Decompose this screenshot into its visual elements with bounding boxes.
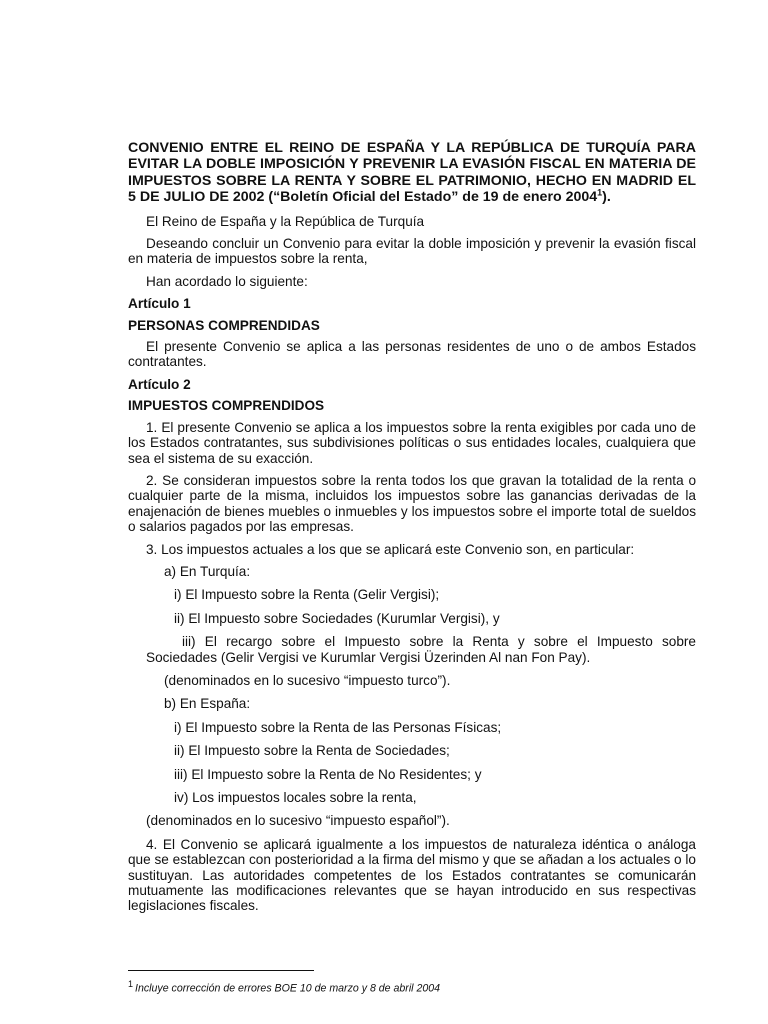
- list-label-spain: b) En España:: [164, 696, 251, 712]
- list-item: i) El Impuesto sobre la Renta de las Personas Físicas;: [174, 719, 502, 735]
- footnote-marker: 1: [128, 979, 134, 989]
- list-item: iv) Los impuestos locales sobre la renta,: [174, 790, 417, 805]
- footnote: [128, 979, 440, 995]
- turkish-tax-denomination: (denominados en lo sucesivo “impuesto turco”).: [164, 672, 451, 688]
- article-1-heading: Artículo 1: [128, 296, 191, 312]
- list-item: i) El Impuesto sobre la Renta (Gelir Vergisi);: [174, 587, 440, 603]
- article-2-paragraph-4: 4. El Convenio se aplicará igualmente a los impuestos de naturaleza idéntica o análoga que se establezcan con posterioridad a la firma del mismo y que se añadan a los actuales o lo sustituyan. Las autoridades competentes de los Estados contratantes se comunicarán mutuamente las modificaciones relevantes que se hayan introducido en sus respectivas legislaciones fiscales.: [128, 836, 696, 914]
- list-item: iii) El recargo sobre el Impuesto sobre la Renta y sobre el Impuesto sobre Sociedades (Gelir Vergisi ve Kurumlar Vergisi Üzerinden Al nan Fon Pay).: [146, 634, 696, 665]
- document-body: [128, 140, 696, 921]
- list-item: iii) El Impuesto sobre la Renta de No Residentes; y: [174, 766, 482, 782]
- footnote-divider: [128, 970, 314, 971]
- preamble-desire: Deseando concluir un Convenio para evitar la doble imposición y prevenir la evasión fiscal en materia de impuestos sobre la renta,: [128, 236, 696, 267]
- article-2-heading: Artículo 2: [128, 376, 191, 392]
- footnote-ref[interactable]: 1: [597, 187, 603, 198]
- article-2-paragraph-1: 1. El presente Convenio se aplica a los impuestos sobre la renta exigibles por cada uno de los Estados contratantes, sus subdivisiones políticas o sus entidades locales, cualquiera que sea el sistema de su exacción.: [128, 419, 696, 466]
- list-item: ii) El Impuesto sobre la Renta de Sociedades;: [174, 743, 450, 759]
- article-2-paragraph-3: 3. Los impuestos actuales a los que se aplicará este Convenio son, en particular:: [146, 541, 635, 557]
- list-label-turkey: a) En Turquía:: [164, 563, 251, 579]
- preamble-agreed: Han acordado lo siguiente:: [146, 273, 308, 289]
- footnote-text: Incluye corrección de errores BOE 10 de marzo y 8 de abril 2004: [135, 982, 441, 995]
- article-2-subheading: IMPUESTOS COMPRENDIDOS: [128, 398, 325, 414]
- list-item: ii) El Impuesto sobre Sociedades (Kurumlar Vergisi), y: [174, 610, 500, 626]
- preamble-parties: El Reino de España y la República de Turquía: [146, 213, 425, 229]
- article-1-text: El presente Convenio se aplica a las personas residentes de uno o de ambos Estados contratantes.: [128, 339, 696, 370]
- article-1-subheading: PERSONAS COMPRENDIDAS: [128, 317, 320, 333]
- article-2-paragraph-2: 2. Se consideran impuestos sobre la renta todos los que gravan la totalidad de la renta o cualquier parte de la misma, incluidos los impuestos sobre las ganancias derivadas de la enajenación de bienes muebles o inmuebles y los impuestos sobre el importe total de sueldos o salarios pagados por las empresas.: [128, 472, 696, 535]
- document-title: CONVENIO ENTRE EL REINO DE ESPAÑA Y LA REPÚBLICA DE TURQUÍA PARA EVITAR LA DOBLE IMPOSICIÓN Y PREVENIR LA EVASIÓN FISCAL EN MATERIA DE IMPUESTOS SOBRE LA RENTA Y SOBRE EL PATRIMONIO, HECHO EN MADRID EL 5 DE JULIO DE 2002 (“Boletín Oficial del Estado” de 19 de enero 2004$^1$).: [128, 140, 696, 206]
- spanish-tax-denomination: (denominados en lo sucesivo “impuesto español”).: [146, 813, 450, 829]
